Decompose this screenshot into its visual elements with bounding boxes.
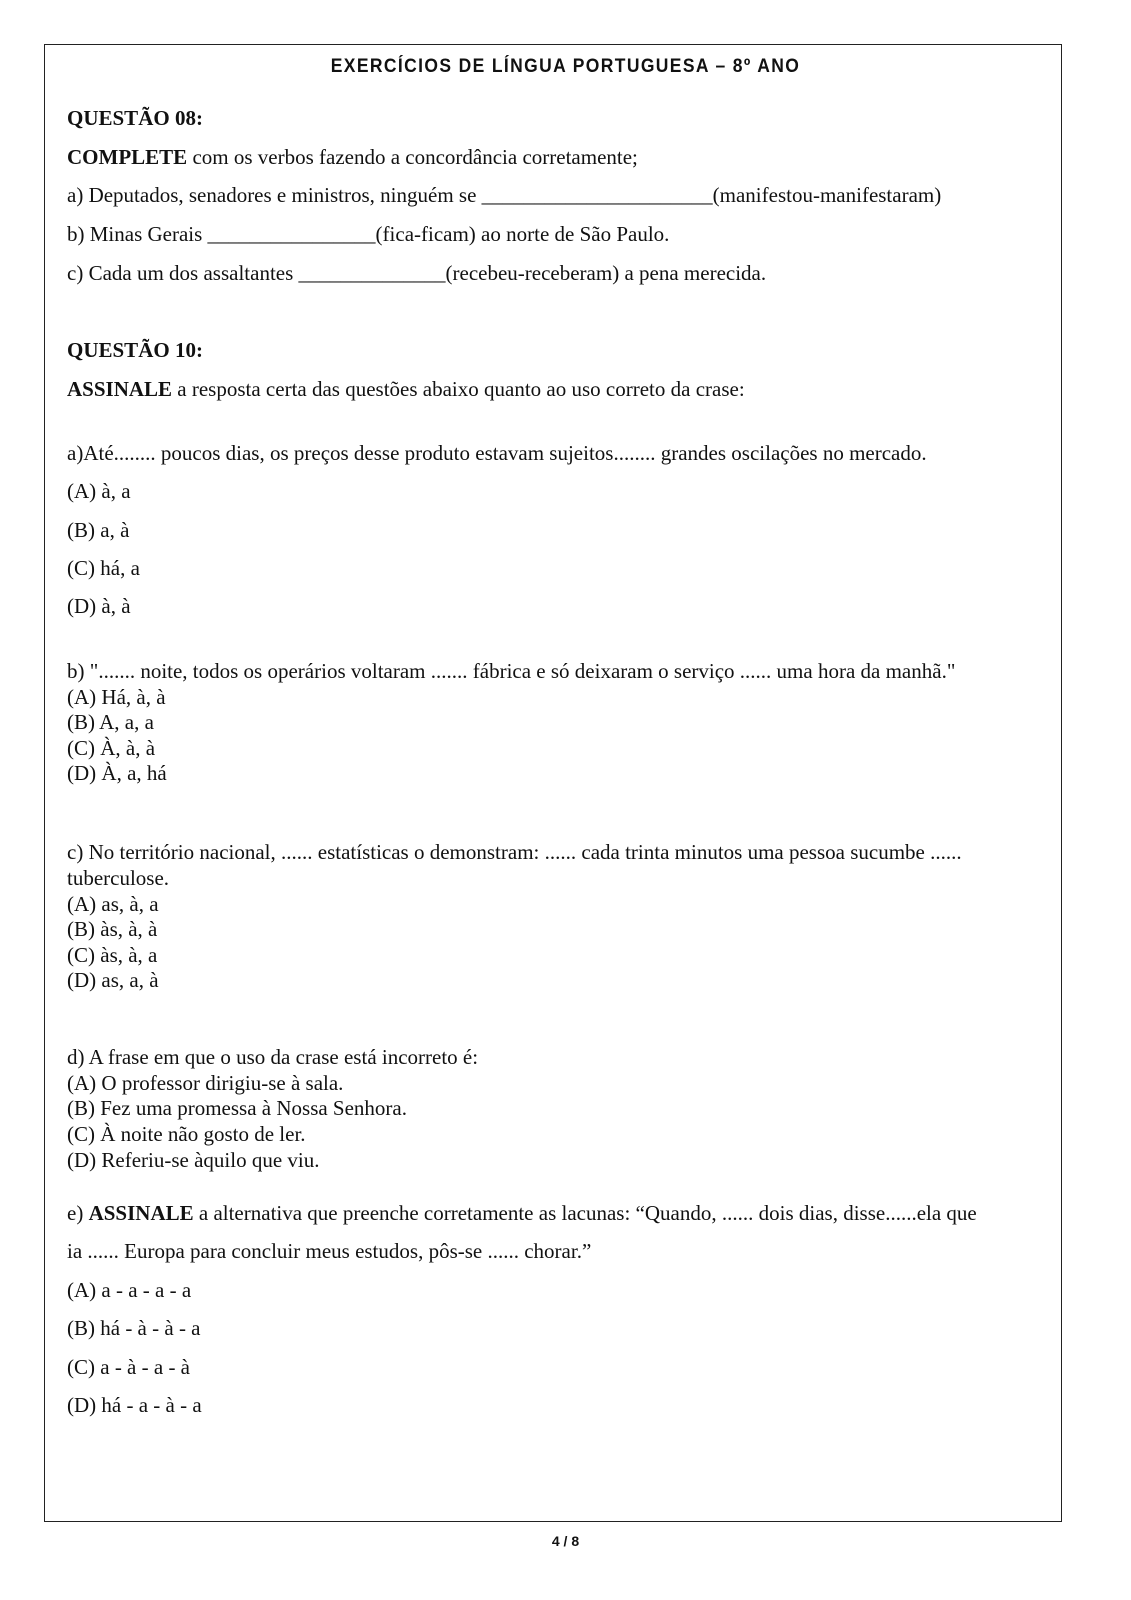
item-a-option: (C) há, a [67, 556, 140, 580]
item-b-option: (B) A, a, a [67, 710, 154, 734]
instruction-text: com os verbos fazendo a concordância corretamente; [187, 145, 638, 169]
item-e-prefix: e) [67, 1201, 89, 1225]
item-e-option: (B) há - à - à - a [67, 1316, 201, 1340]
item-e-option: (A) a - a - a - a [67, 1278, 192, 1302]
item-e-text: a alternativa que preenche corretamente as lacunas: “Quando, ...... dois dias, disse......ela que [193, 1201, 977, 1225]
item-c-stem-continued: tuberculose. [67, 866, 170, 890]
question-10-instruction [67, 377, 745, 401]
question-08-item-a: a) Deputados, senadores e ministros, ninguém se ______________________(manifestou-manifestaram) [67, 183, 942, 207]
item-c-option: (A) as, à, a [67, 892, 159, 916]
item-e-option: (C) a - à - a - à [67, 1355, 191, 1379]
item-a-option: (D) à, à [67, 594, 131, 618]
item-d-stem: d) A frase em que o uso da crase está incorreto é: [67, 1045, 479, 1069]
item-b-option: (C) À, à, à [67, 736, 156, 760]
question-08-item-b: b) Minas Gerais ________________(fica-ficam) ao norte de São Paulo. [67, 222, 670, 246]
item-e-option: (D) há - a - à - a [67, 1393, 202, 1417]
item-e-stem [67, 1201, 977, 1225]
question-10-heading: QUESTÃO 10: [67, 338, 203, 362]
document-title: EXERCÍCIOS DE LÍNGUA PORTUGUESA – 8º ANO [330, 56, 801, 77]
item-d-option: (B) Fez uma promessa à Nossa Senhora. [67, 1096, 407, 1120]
instruction-keyword: ASSINALE [67, 377, 173, 401]
item-a-option: (B) a, à [67, 518, 130, 542]
item-a-stem: a)Até........ poucos dias, os preços desse produto estavam sujeitos........ grandes oscilações no mercado. [67, 441, 927, 465]
item-b-option: (D) À, a, há [67, 761, 167, 785]
item-c-option: (C) às, à, a [67, 943, 158, 967]
question-08-item-c: c) Cada um dos assaltantes ______________(recebeu-receberam) a pena merecida. [67, 261, 767, 285]
instruction-text: a resposta certa das questões abaixo quanto ao uso correto da crase: [172, 377, 745, 401]
item-c-option: (D) as, a, à [67, 968, 159, 992]
item-d-option: (A) O professor dirigiu-se à sala. [67, 1071, 344, 1095]
item-d-option: (D) Referiu-se àquilo que viu. [67, 1148, 320, 1172]
item-e-stem-continued: ia ...... Europa para concluir meus estudos, pôs-se ...... chorar.” [67, 1239, 592, 1263]
item-d-option: (C) À noite não gosto de ler. [67, 1122, 306, 1146]
instruction-keyword: ASSINALE [88, 1201, 194, 1225]
item-a-option: (A) à, a [67, 479, 131, 503]
question-08-instruction [67, 145, 638, 169]
item-c-option: (B) às, à, à [67, 917, 158, 941]
question-08-heading: QUESTÃO 08: [67, 106, 203, 130]
page-number: 4 / 8 [551, 1533, 580, 1549]
item-b-option: (A) Há, à, à [67, 685, 166, 709]
item-b-stem: b) "....... noite, todos os operários voltaram ....... fábrica e só deixaram o serviço ...... uma hora da manhã." [67, 659, 956, 683]
item-c-stem: c) No território nacional, ...... estatísticas o demonstram: ...... cada trinta minutos uma pessoa sucumbe ...... [67, 840, 962, 864]
instruction-keyword: COMPLETE [67, 145, 188, 169]
